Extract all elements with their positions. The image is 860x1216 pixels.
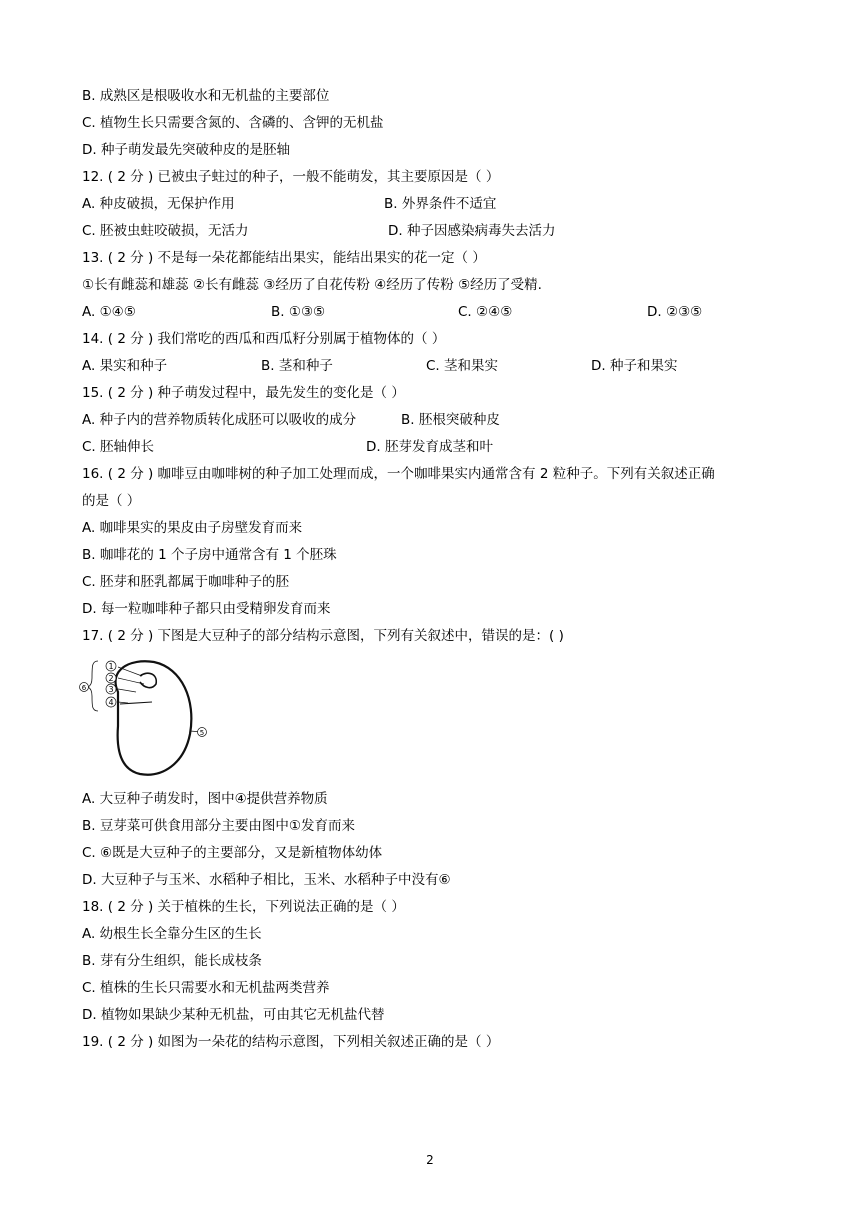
q13-option-b: B. ①③⑤ [271,304,326,320]
q12-option-a: A. 种皮破损，无保护作用 [82,196,235,212]
q15-option-a: A. 种子内的营养物质转化成胚可以吸收的成分 [82,412,357,428]
soybean-seed-diagram [78,656,218,780]
q13-option-d: D. ②③⑤ [647,304,703,320]
q14-option-c: C. 茎和果实 [426,358,499,374]
question-14: 14. ( 2 分 ) 我们常吃的西瓜和西瓜籽分别属于植物体的（ ） [82,331,446,347]
q13-option-c: C. ②④⑤ [458,304,513,320]
q12-option-b: B. 外界条件不适宜 [384,196,497,212]
option-b-q11: B. 成熟区是根吸收水和无机盐的主要部位 [82,88,330,104]
q17-option-a: A. 大豆种子萌发时，图中④提供营养物质 [82,791,328,807]
q17-option-c: C. ⑥既是大豆种子的主要部分，又是新植物体幼体 [82,845,383,861]
svg-text:5: 5 [199,729,205,737]
q15-option-d: D. 胚芽发育成茎和叶 [366,439,493,455]
q18-option-c: C. 植株的生长只需要水和无机盐两类营养 [82,980,330,996]
option-d-q11: D. 种子萌发最先突破种皮的是胚轴 [82,142,290,158]
option-c-q11: C. 植物生长只需要含氮的、含磷的、含钾的无机盐 [82,115,384,131]
q18-option-a: A. 幼根生长全靠分生区的生长 [82,926,262,942]
q15-option-b: B. 胚根突破种皮 [401,412,500,428]
q14-option-d: D. 种子和果实 [591,358,678,374]
q16-option-c: C. 胚芽和胚乳都属于咖啡种子的胚 [82,574,290,590]
svg-text:2: 2 [108,674,114,683]
q12-option-c: C. 胚被虫蛀咬破损，无活力 [82,223,249,239]
q17-option-b: B. 豆芽菜可供食用部分主要由图中①发育而来 [82,818,355,834]
question-18: 18. ( 2 分 ) 关于植株的生长，下列说法正确的是（ ） [82,899,405,915]
q14-option-b: B. 茎和种子 [261,358,333,374]
question-16: 16. ( 2 分 ) 咖啡豆由咖啡树的种子加工处理而成，一个咖啡果实内通常含有 2 粒种子。下列有关叙述正确 [82,466,715,482]
q13-statements: ①长有雌蕊和雄蕊 ②长有雌蕊 ③经历了自花传粉 ④经历了传粉 ⑤经历了受精. [82,277,542,293]
q15-option-c: C. 胚轴伸长 [82,439,155,455]
q16-option-a: A. 咖啡果实的果皮由子房壁发育而来 [82,520,303,536]
svg-text:1: 1 [108,662,114,671]
q18-option-b: B. 芽有分生组织，能长成枝条 [82,953,262,969]
page-number: 2 [426,1153,434,1167]
svg-text:3: 3 [108,685,114,694]
question-19: 19. ( 2 分 ) 如图为一朵花的结构示意图，下列相关叙述正确的是（ ） [82,1034,500,1050]
question-12: 12. ( 2 分 ) 已被虫子蛀过的种子，一般不能萌发，其主要原因是（ ） [82,169,500,185]
q17-option-d: D. 大豆种子与玉米、水稻种子相比，玉米、水稻种子中没有⑥ [82,872,451,888]
question-13: 13. ( 2 分 ) 不是每一朵花都能结出果实，能结出果实的花一定（ ） [82,250,486,266]
q16-option-b: B. 咖啡花的 1 个子房中通常含有 1 个胚珠 [82,547,337,563]
svg-text:4: 4 [108,698,114,707]
q13-option-a: A. ①④⑤ [82,304,136,320]
q18-option-d: D. 植物如果缺少某种无机盐，可由其它无机盐代替 [82,1007,385,1023]
q12-option-d: D. 种子因感染病毒失去活力 [388,223,556,239]
svg-text:6: 6 [81,684,87,692]
question-16-cont: 的是（ ） [82,493,141,509]
q16-option-d: D. 每一粒咖啡种子都只由受精卵发育而来 [82,601,331,617]
question-15: 15. ( 2 分 ) 种子萌发过程中，最先发生的变化是（ ） [82,385,405,401]
question-17: 17. ( 2 分 ) 下图是大豆种子的部分结构示意图，下列有关叙述中，错误的是：( ) [82,628,564,644]
q14-option-a: A. 果实和种子 [82,358,168,374]
